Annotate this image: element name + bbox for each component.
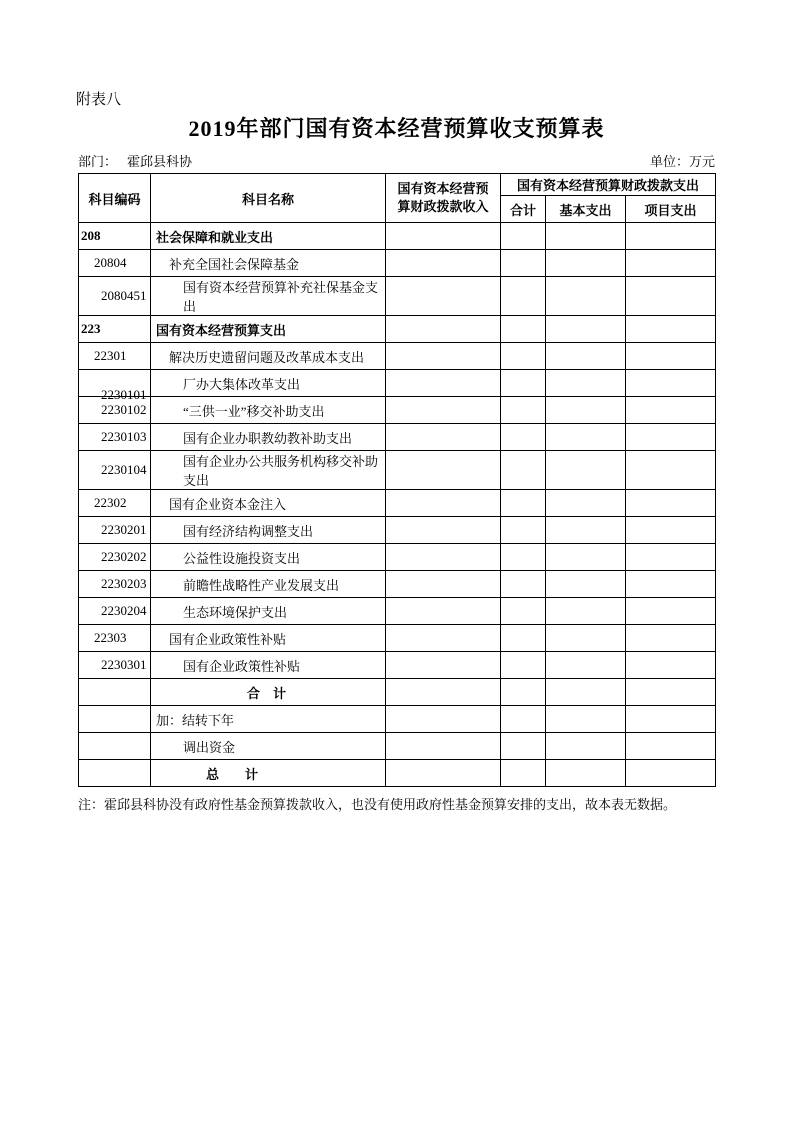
table-body bbox=[79, 223, 716, 787]
income-value-cell bbox=[386, 223, 501, 250]
subject-code: 20804 bbox=[94, 255, 127, 270]
project-expenditure-value-cell bbox=[626, 760, 716, 787]
subject-code-cell bbox=[79, 517, 151, 544]
total-value-cell bbox=[501, 316, 546, 343]
subject-code-cell bbox=[79, 625, 151, 652]
total-value-cell bbox=[501, 544, 546, 571]
subject-code-cell bbox=[79, 250, 151, 277]
table-row bbox=[79, 652, 716, 679]
subject-code-cell bbox=[79, 760, 151, 787]
subject-name-cell: 国有企业政策性补贴 bbox=[151, 625, 386, 652]
income-value-cell bbox=[386, 370, 501, 397]
subject-name-cell: 厂办大集体改革支出 bbox=[151, 370, 386, 397]
total-value-cell bbox=[501, 706, 546, 733]
subject-name-cell: 国有资本经营预算补充社保基金支出 bbox=[151, 277, 386, 316]
subject-name-cell: 国有经济结构调整支出 bbox=[151, 517, 386, 544]
project-expenditure-value-cell bbox=[626, 223, 716, 250]
subject-name-cell: 国有企业办公共服务机构移交补助支出 bbox=[151, 451, 386, 490]
basic-expenditure-value-cell bbox=[546, 370, 626, 397]
table-row bbox=[79, 424, 716, 451]
basic-expenditure-value-cell bbox=[546, 451, 626, 490]
income-value-cell bbox=[386, 598, 501, 625]
subject-code: 22302 bbox=[94, 495, 127, 510]
header-project-expenditure: 项目支出 bbox=[626, 196, 716, 223]
total-value-cell bbox=[501, 652, 546, 679]
subject-code: 22301 bbox=[94, 348, 127, 363]
subject-name-cell: 国有资本经营预算支出 bbox=[151, 316, 386, 343]
project-expenditure-value-cell bbox=[626, 571, 716, 598]
total-value-cell bbox=[501, 397, 546, 424]
table-row bbox=[79, 370, 716, 397]
basic-expenditure-value-cell bbox=[546, 343, 626, 370]
basic-expenditure-value-cell bbox=[546, 277, 626, 316]
income-value-cell bbox=[386, 451, 501, 490]
table-header bbox=[79, 174, 716, 223]
total-value-cell bbox=[501, 250, 546, 277]
total-value-cell bbox=[501, 424, 546, 451]
basic-expenditure-value-cell bbox=[546, 625, 626, 652]
table-row bbox=[79, 679, 716, 706]
subject-code-cell bbox=[79, 343, 151, 370]
subject-code: 2230301 bbox=[101, 657, 147, 672]
income-value-cell bbox=[386, 316, 501, 343]
project-expenditure-value-cell bbox=[626, 679, 716, 706]
basic-expenditure-value-cell bbox=[546, 250, 626, 277]
subject-code-cell bbox=[79, 544, 151, 571]
subject-code-cell bbox=[79, 733, 151, 760]
subject-name-cell: 社会保障和就业支出 bbox=[151, 223, 386, 250]
income-value-cell bbox=[386, 424, 501, 451]
table-row bbox=[79, 760, 716, 787]
project-expenditure-value-cell bbox=[626, 517, 716, 544]
subject-code: 2230204 bbox=[101, 603, 147, 618]
income-value-cell bbox=[386, 343, 501, 370]
total-value-cell bbox=[501, 277, 546, 316]
subject-name-cell: 总 计 bbox=[151, 760, 386, 787]
income-value-cell bbox=[386, 490, 501, 517]
department-value: 霍邱县科协 bbox=[127, 154, 193, 169]
subject-code-cell bbox=[79, 277, 151, 316]
appendix-label: 附表八 bbox=[76, 92, 122, 108]
total-value-cell bbox=[501, 370, 546, 397]
header-subject-code: 科目编码 bbox=[79, 174, 151, 223]
subject-code-cell bbox=[79, 223, 151, 250]
budget-table bbox=[78, 173, 716, 787]
subject-name-cell: “三供一业”移交补助支出 bbox=[151, 397, 386, 424]
total-value-cell bbox=[501, 517, 546, 544]
department-label: 部门： bbox=[78, 154, 118, 169]
subject-code-cell bbox=[79, 424, 151, 451]
subject-name-cell: 公益性设施投资支出 bbox=[151, 544, 386, 571]
table-row bbox=[79, 397, 716, 424]
total-value-cell bbox=[501, 598, 546, 625]
basic-expenditure-value-cell bbox=[546, 517, 626, 544]
basic-expenditure-value-cell bbox=[546, 490, 626, 517]
income-value-cell bbox=[386, 544, 501, 571]
basic-expenditure-value-cell bbox=[546, 598, 626, 625]
table-row bbox=[79, 490, 716, 517]
subject-code-cell bbox=[79, 652, 151, 679]
table-row bbox=[79, 316, 716, 343]
subject-code-cell bbox=[79, 370, 151, 402]
subject-code: 2230203 bbox=[101, 576, 147, 591]
subject-name-cell: 生态环境保护支出 bbox=[151, 598, 386, 625]
income-value-cell bbox=[386, 652, 501, 679]
project-expenditure-value-cell bbox=[626, 250, 716, 277]
header-basic-expenditure: 基本支出 bbox=[546, 196, 626, 223]
subject-name-cell: 国有企业资本金注入 bbox=[151, 490, 386, 517]
income-value-cell bbox=[386, 679, 501, 706]
table-row bbox=[79, 625, 716, 652]
basic-expenditure-value-cell bbox=[546, 397, 626, 424]
subject-code: 2080451 bbox=[101, 288, 147, 303]
project-expenditure-value-cell bbox=[626, 652, 716, 679]
income-value-cell bbox=[386, 571, 501, 598]
table-row bbox=[79, 250, 716, 277]
header-row-1 bbox=[79, 174, 716, 196]
income-value-cell bbox=[386, 760, 501, 787]
project-expenditure-value-cell bbox=[626, 598, 716, 625]
subject-code-cell bbox=[79, 598, 151, 625]
subject-code: 22303 bbox=[94, 630, 127, 645]
subject-code-cell bbox=[79, 706, 151, 733]
project-expenditure-value-cell bbox=[626, 277, 716, 316]
basic-expenditure-value-cell bbox=[546, 544, 626, 571]
header-income: 国有资本经营预算财政拨款收入 bbox=[386, 174, 501, 223]
subject-code-cell bbox=[79, 490, 151, 517]
basic-expenditure-value-cell bbox=[546, 760, 626, 787]
project-expenditure-value-cell bbox=[626, 316, 716, 343]
subject-code: 2230104 bbox=[101, 462, 147, 477]
income-value-cell bbox=[386, 397, 501, 424]
subject-name-cell: 解决历史遗留问题及改革成本支出 bbox=[151, 343, 386, 370]
basic-expenditure-value-cell bbox=[546, 652, 626, 679]
subject-code: 2230102 bbox=[101, 402, 147, 417]
subject-code: 208 bbox=[81, 228, 101, 243]
project-expenditure-value-cell bbox=[626, 706, 716, 733]
project-expenditure-value-cell bbox=[626, 397, 716, 424]
basic-expenditure-value-cell bbox=[546, 571, 626, 598]
table-row bbox=[79, 223, 716, 250]
header-subject-name: 科目名称 bbox=[151, 174, 386, 223]
project-expenditure-value-cell bbox=[626, 490, 716, 517]
project-expenditure-value-cell bbox=[626, 451, 716, 490]
basic-expenditure-value-cell bbox=[546, 316, 626, 343]
table-row bbox=[79, 733, 716, 760]
subject-code: 2230101 bbox=[101, 387, 147, 402]
project-expenditure-value-cell bbox=[626, 343, 716, 370]
income-value-cell bbox=[386, 706, 501, 733]
income-value-cell bbox=[386, 277, 501, 316]
subject-name-cell: 国有企业政策性补贴 bbox=[151, 652, 386, 679]
page-title: 2019年部门国有资本经营预算收支预算表 bbox=[188, 116, 605, 141]
total-value-cell bbox=[501, 451, 546, 490]
basic-expenditure-value-cell bbox=[546, 706, 626, 733]
table-row bbox=[79, 277, 716, 316]
department-line bbox=[78, 151, 192, 170]
subject-code-cell bbox=[79, 679, 151, 706]
subject-name-cell: 补充全国社会保障基金 bbox=[151, 250, 386, 277]
subject-name-cell: 调出资金 bbox=[151, 733, 386, 760]
income-value-cell bbox=[386, 733, 501, 760]
subject-code: 223 bbox=[81, 321, 101, 336]
total-value-cell bbox=[501, 490, 546, 517]
total-value-cell bbox=[501, 223, 546, 250]
subject-name-cell: 加：结转下年 bbox=[151, 706, 386, 733]
subject-code-cell bbox=[79, 451, 151, 490]
project-expenditure-value-cell bbox=[626, 625, 716, 652]
subject-code: 2230202 bbox=[101, 549, 147, 564]
income-value-cell bbox=[386, 625, 501, 652]
total-value-cell bbox=[501, 343, 546, 370]
table-row bbox=[79, 517, 716, 544]
table-row bbox=[79, 451, 716, 490]
basic-expenditure-value-cell bbox=[546, 424, 626, 451]
subject-name-cell: 前瞻性战略性产业发展支出 bbox=[151, 571, 386, 598]
subject-code-cell bbox=[79, 316, 151, 343]
table-row bbox=[79, 706, 716, 733]
table-row bbox=[79, 571, 716, 598]
subject-code: 2230103 bbox=[101, 429, 147, 444]
basic-expenditure-value-cell bbox=[546, 679, 626, 706]
unit-label: 单位：万元 bbox=[649, 154, 715, 169]
subject-code: 2230201 bbox=[101, 522, 147, 537]
footnote: 注：霍邱县科协没有政府性基金预算拨款收入，也没有使用政府性基金预算安排的支出，故本表无数据。 bbox=[78, 797, 677, 812]
project-expenditure-value-cell bbox=[626, 733, 716, 760]
total-value-cell bbox=[501, 571, 546, 598]
income-value-cell bbox=[386, 517, 501, 544]
total-value-cell bbox=[501, 733, 546, 760]
header-total: 合计 bbox=[501, 196, 546, 223]
total-value-cell bbox=[501, 679, 546, 706]
table-row bbox=[79, 343, 716, 370]
income-value-cell bbox=[386, 250, 501, 277]
table-row bbox=[79, 598, 716, 625]
total-value-cell bbox=[501, 760, 546, 787]
subject-name-cell: 合 计 bbox=[151, 679, 386, 706]
project-expenditure-value-cell bbox=[626, 370, 716, 397]
basic-expenditure-value-cell bbox=[546, 223, 626, 250]
total-value-cell bbox=[501, 625, 546, 652]
meta-row bbox=[78, 151, 715, 170]
table-row bbox=[79, 544, 716, 571]
subject-name-cell: 国有企业办职教幼教补助支出 bbox=[151, 424, 386, 451]
subject-code-cell bbox=[79, 571, 151, 598]
project-expenditure-value-cell bbox=[626, 424, 716, 451]
basic-expenditure-value-cell bbox=[546, 733, 626, 760]
header-expenditure-group: 国有资本经营预算财政拨款支出 bbox=[501, 174, 716, 196]
project-expenditure-value-cell bbox=[626, 544, 716, 571]
